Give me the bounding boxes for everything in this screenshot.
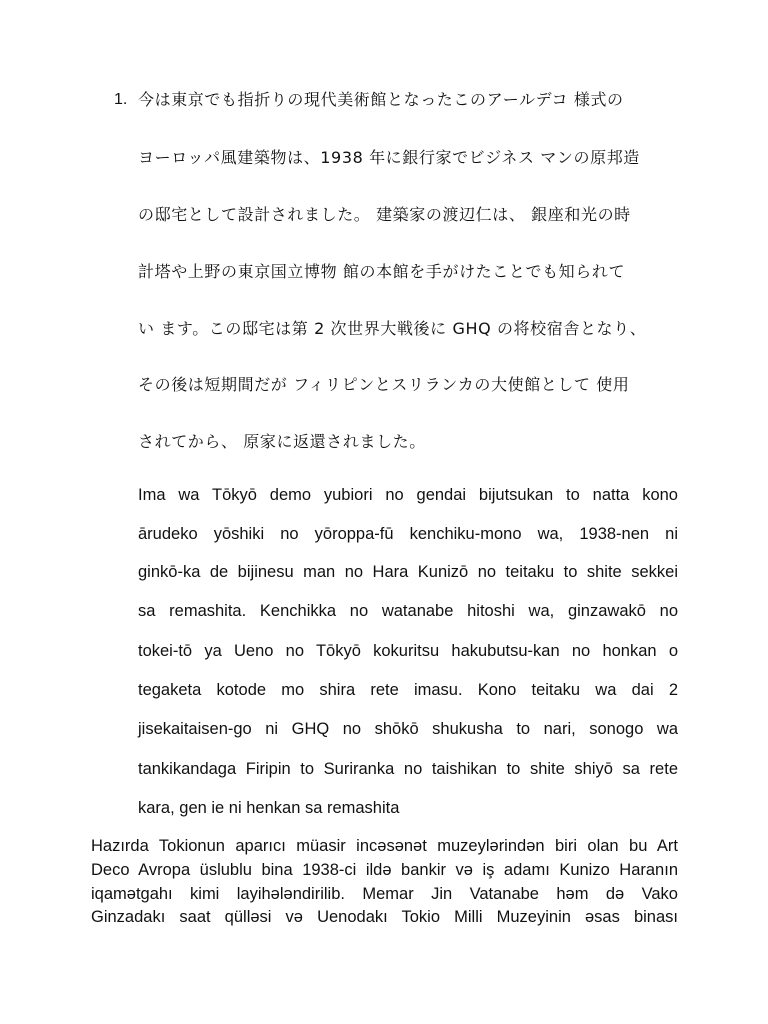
japanese-line: ヨーロッパ風建築物は、1938 年に銀行家でビジネス マンの原邦造 [138, 148, 640, 167]
azerbaijani-line: Deco Avropa üslublu bina 1938-ci ildə bankir və iş adamı Kunizo Haranın [91, 861, 678, 879]
romaji-line: Ima wa Tōkyō demo yubiori no gendai bijutsukan to natta kono [138, 486, 678, 504]
japanese-line: い ます。この邸宅は第 2 次世界大戦後に GHQ の将校宿舎となり、 [138, 319, 647, 338]
japanese-line: の邸宅として設計されました。 建築家の渡辺仁は、 銀座和光の時 [138, 205, 631, 224]
azerbaijani-line: iqamətgahı kimi layihələndirilib. Memar Jin Vatanabe həm də Vako [91, 885, 678, 903]
romaji-line: kara, gen ie ni henkan sa remashita [138, 799, 400, 817]
romaji-line: tokei-tō ya Ueno no Tōkyō kokuritsu hakubutsu-kan no honkan o [138, 642, 678, 660]
romaji-line: sa remashita. Kenchikka no watanabe hitoshi wa, ginzawakō no [138, 602, 678, 620]
romaji-line: tankikandaga Firipin to Suriranka no taishikan to shite shiyō sa rete [138, 760, 678, 778]
romaji-line: jisekaitaisen-go ni GHQ no shōkō shukusha to nari, sonogo wa [138, 720, 678, 738]
romaji-line: ārudeko yōshiki no yōroppa-fū kenchiku-mono wa, 1938-nen ni [138, 525, 678, 543]
japanese-line: されてから、 原家に返還されました。 [138, 432, 426, 451]
japanese-line: 計塔や上野の東京国立博物 館の本館を手がけたことでも知られて [138, 262, 626, 281]
azerbaijani-line: Hazırda Tokionun aparıcı müasir incəsənət muzeylərindən biri olan bu Art [91, 837, 678, 855]
japanese-line: その後は短期間だが フィリピンとスリランカの大使館として 使用 [138, 375, 630, 394]
romaji-line: ginkō-ka de bijinesu man no Hara Kunizō no teitaku to shite sekkei [138, 563, 678, 581]
japanese-line: 今は東京でも指折りの現代美術館となったこのアールデコ 様式の [138, 90, 624, 109]
azerbaijani-line: Ginzadakı saat qülləsi və Uenodakı Tokio Milli Muzeyinin əsas binası [91, 908, 678, 926]
romaji-line: tegaketa kotode mo shira rete imasu. Kono teitaku wa dai 2 [138, 681, 678, 699]
list-number: 1. [114, 91, 128, 108]
